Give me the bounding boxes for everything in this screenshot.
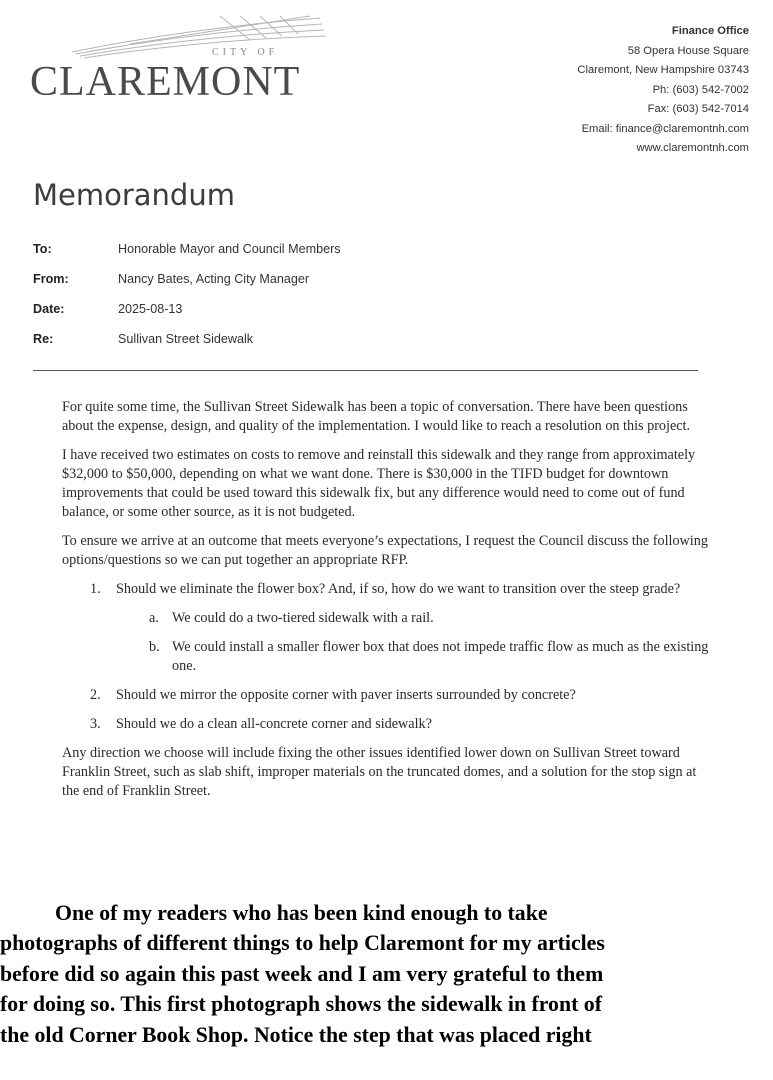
sub-option-item xyxy=(62,609,714,628)
option-text: Should we do a clean all-concrete corner and sidewalk? xyxy=(116,716,432,732)
option-item xyxy=(62,580,714,599)
memo-divider xyxy=(33,370,698,371)
office-website: www.claremontnh.com xyxy=(636,142,749,154)
logo-lines-icon xyxy=(70,14,330,64)
logo-subtitle: CITY OF xyxy=(212,47,279,58)
memo-paragraph: I have received two estimates on costs to remove and reinstall this sidewalk and they range from approximately $32,000 to $50,000, depending on what we want done. There is $30,000 in the TIFD budget for downtown improvements that could be used toward this sidewalk fix, but any difference would need to come out of fund balance, or some other source, as it is not budgeted. xyxy=(62,447,696,520)
option-item xyxy=(62,686,714,705)
sub-option-letter: b. xyxy=(149,639,160,655)
field-value: Honorable Mayor and Council Members xyxy=(118,242,341,256)
office-phone: Ph: (603) 542-7002 xyxy=(652,83,749,96)
memo-paragraph: For quite some time, the Sullivan Street Sidewalk has been a topic of conversation. There have been questions about the expense, design, and quality of the implementation. I would like to reach a resolution on this project. xyxy=(62,399,691,434)
option-text: Should we mirror the opposite corner with paver inserts surrounded by concrete? xyxy=(116,687,576,703)
office-fax: Fax: (603) 542-7014 xyxy=(647,103,749,115)
option-text: Should we eliminate the flower box? And, if so, how do we want to transition over the steep grade? xyxy=(116,581,681,597)
memo-paragraph: To ensure we arrive at an outcome that meets everyone’s expectations, I request the Council discuss the following options/questions so we can put together an appropriate RFP. xyxy=(62,533,708,568)
article-paragraph: One of my readers who has been kind enough to take photographs of different things to help Claremont for my articles before did so again this past week and I am very grateful to them for doing so. This first photograph shows the sidewalk in front of the old Corner Book Shop. Notice the step that was placed right xyxy=(0,901,605,1047)
field-value: 2025-08-13 xyxy=(118,302,183,316)
office-address-block xyxy=(577,22,749,159)
sub-option-letter: a. xyxy=(149,610,159,626)
option-number: 2. xyxy=(90,687,101,703)
office-city: Claremont, New Hampshire 03743 xyxy=(577,64,749,76)
sub-option-text: We could install a smaller flower box that does not impede traffic flow as much as the existing one. xyxy=(172,639,709,674)
office-email: Email: finance@claremontnh.com xyxy=(581,122,749,135)
field-value: Sullivan Street Sidewalk xyxy=(118,332,254,346)
office-name: Finance Office xyxy=(671,25,749,37)
sub-option-item xyxy=(62,638,714,676)
option-number: 1. xyxy=(90,581,101,597)
field-value: Nancy Bates, Acting City Manager xyxy=(118,272,310,286)
city-logo xyxy=(30,14,320,104)
option-number: 3. xyxy=(90,716,101,732)
sub-option-text: We could do a two-tiered sidewalk with a rail. xyxy=(172,610,434,626)
field-label: Date: xyxy=(33,302,65,316)
field-label: To: xyxy=(33,242,52,256)
article-text xyxy=(0,898,773,1050)
logo-name: CLAREMONT xyxy=(30,59,301,105)
office-street: 58 Opera House Square xyxy=(627,44,749,57)
memo-closing-paragraph: Any direction we choose will include fixing the other issues identified lower down on Sullivan Street toward Franklin Street, such as slab shift, improper materials on the truncated domes, and a solution for the stop sign at the end of Franklin Street. xyxy=(62,745,697,799)
field-label: From: xyxy=(33,272,69,286)
memo-title: Memorandum xyxy=(33,178,235,212)
field-label: Re: xyxy=(33,332,54,346)
option-item xyxy=(62,715,714,734)
memo-body xyxy=(62,398,714,811)
